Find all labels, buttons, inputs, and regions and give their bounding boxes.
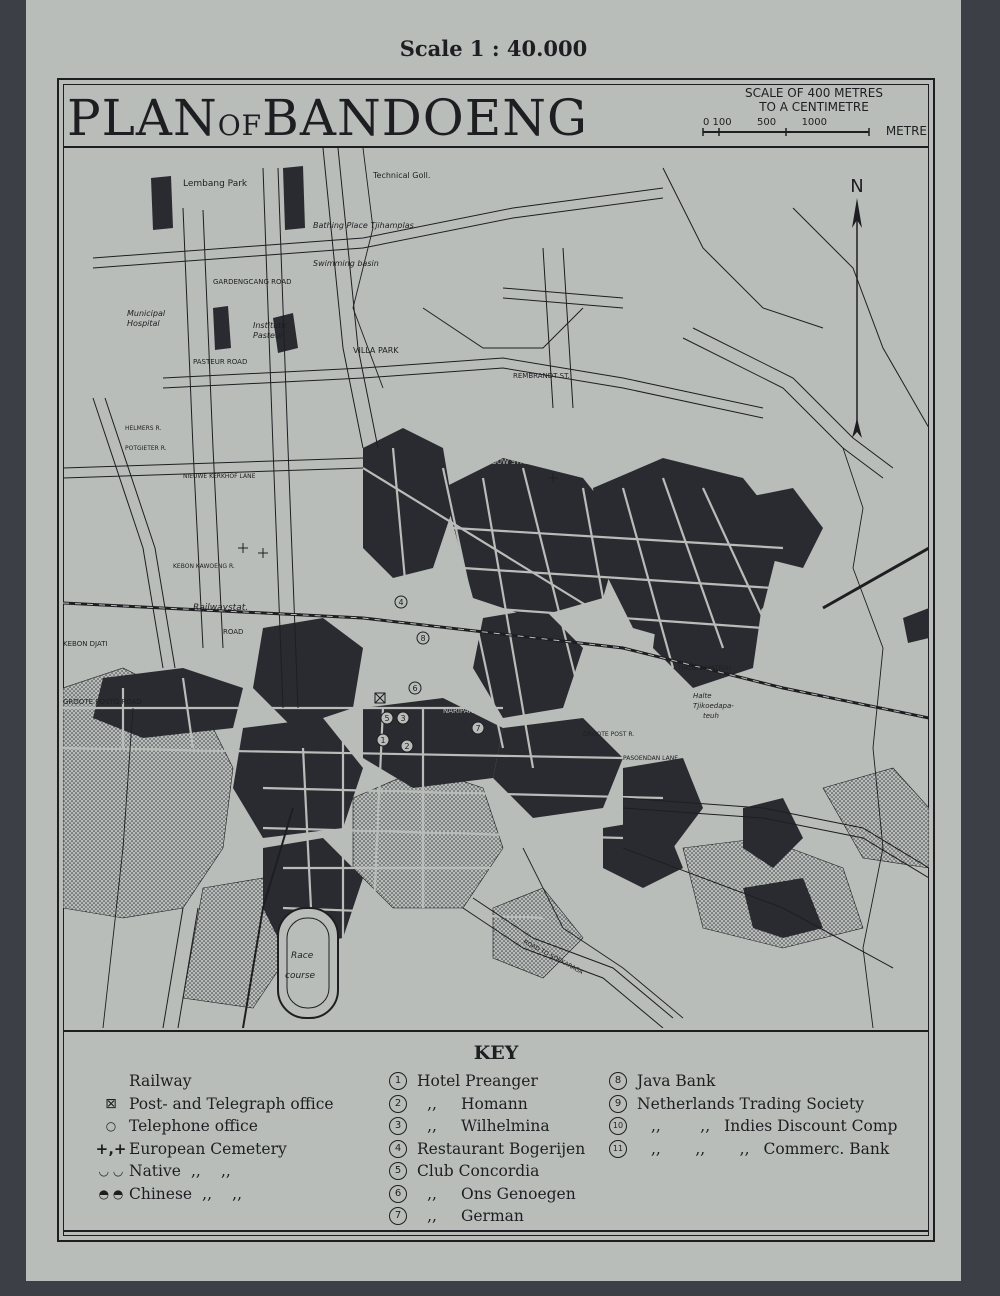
title-plan: PLAN — [67, 89, 218, 147]
marker-8 — [417, 632, 429, 644]
label-groote-post-road: GROOTE POSTO ROAD — [63, 698, 142, 706]
label-lembang-park: Lembang Park — [183, 179, 248, 189]
key-label: Railway — [129, 1072, 192, 1090]
number-circle-icon: 10 — [609, 1117, 627, 1135]
map-frame — [57, 78, 935, 1242]
key-row-railway — [99, 1070, 334, 1093]
key-label: Chinese — [129, 1184, 193, 1203]
ditto-mark: ,, ,, ,, — [651, 1139, 750, 1158]
key-label: Club Concordia — [417, 1162, 540, 1180]
number-circle-icon: 9 — [609, 1095, 627, 1113]
scale-ratio: Scale 1 : 40.000 — [399, 36, 588, 61]
label-bathing-place: Bathing Place Tjihamplas — [313, 221, 414, 230]
label-road-to-soekaraga: ROAD TO SOEKARAGA — [522, 938, 585, 977]
key-label: Native — [129, 1162, 181, 1180]
key-row-5 — [389, 1160, 585, 1183]
label-halte-3: teuh — [703, 712, 719, 720]
title-of: OF — [217, 109, 263, 142]
svg-text:5: 5 — [384, 714, 390, 723]
label-pasteur-road: PASTEUR ROAD — [193, 358, 248, 366]
label-kebon-kawoeng: KEBON KAWOENG R. — [173, 563, 235, 570]
scale-line-1: SCALE OF 400 METRES — [745, 86, 883, 100]
ditto-mark: ,, — [202, 1184, 213, 1203]
label-magazijn: N. MAGAZIJN STR. — [563, 613, 617, 620]
key-column-banks — [609, 1070, 897, 1160]
key-row-3 — [389, 1115, 585, 1138]
ditto-mark: ,, — [427, 1094, 437, 1113]
label-pasar: Pasar — [213, 671, 236, 680]
label-tjikoe-dapateuh: TJIKOE DAPATEUH — [678, 665, 732, 672]
key-title: KEY — [473, 1042, 519, 1064]
svg-text:8: 8 — [420, 634, 426, 643]
ditto-mark: ,, — [220, 1162, 231, 1180]
title-city: BANDOENG — [262, 89, 588, 147]
number-circle-icon: 8 — [609, 1072, 627, 1090]
label-villa-park: VILLA PARK — [353, 346, 399, 355]
label-potgieter: POTGIETER R. — [125, 445, 167, 452]
key-label: Homann — [461, 1094, 528, 1113]
ditto-mark: ,, — [427, 1207, 437, 1225]
label-institute-2: Pasteur — [253, 331, 284, 340]
key-label: Indies Discount Comp — [724, 1117, 898, 1135]
label-institute-1: Institute — [253, 321, 287, 330]
native-cemetery-icon: ◡ ◡ — [98, 1164, 124, 1178]
key-row-10 — [609, 1115, 897, 1138]
bottom-border — [63, 1230, 929, 1232]
key-row-11 — [609, 1138, 897, 1161]
scale-bar-graphic — [699, 116, 874, 138]
svg-text:1: 1 — [380, 736, 386, 745]
city-map — [63, 148, 929, 1028]
key-label: Post- and Telegraph office — [129, 1094, 334, 1113]
railway-symbol — [99, 1072, 123, 1090]
ditto-mark: ,, — [232, 1184, 243, 1203]
number-circle-icon: 4 — [389, 1140, 407, 1158]
chinese-cemetery-icon: ◓ ◓ — [98, 1186, 124, 1201]
marker-5 — [381, 712, 393, 724]
marker-4 — [395, 596, 407, 608]
key-label: European Cemetery — [129, 1139, 287, 1158]
key-row-4 — [389, 1138, 585, 1161]
key-row-8 — [609, 1070, 897, 1093]
label-gardengcang-road: GARDENGCANG ROAD — [213, 278, 292, 286]
label-road: ROAD — [223, 628, 244, 636]
label-railwaystat: Railwaystat. — [193, 603, 249, 613]
number-circle-icon: 3 — [389, 1117, 407, 1135]
svg-text:7: 7 — [475, 724, 481, 733]
label-tjiouw: TJIOUW STREET — [483, 458, 538, 466]
label-halte-2: Tjikoedapa- — [693, 702, 734, 710]
scale-bar — [699, 116, 929, 138]
north-label: N — [850, 176, 864, 197]
marker-3 — [397, 712, 409, 724]
key-row-6 — [389, 1183, 585, 1206]
torn-edge — [0, 1040, 26, 1281]
telephone-office-icon: ○ — [105, 1119, 117, 1133]
race-course — [278, 908, 338, 1018]
key-row-2 — [389, 1093, 585, 1116]
scale-unit: METRE — [885, 124, 927, 138]
key-label: German — [461, 1207, 524, 1225]
label-naripan: NARIPAN ROAD — [443, 707, 497, 715]
number-circle-icon: 6 — [389, 1185, 407, 1203]
number-circle-icon: 2 — [389, 1095, 407, 1113]
key-column-hotels — [389, 1070, 585, 1228]
key-label: Commerc. Bank — [763, 1139, 890, 1158]
number-circle-icon: 11 — [609, 1140, 627, 1158]
key-divider — [63, 1030, 929, 1032]
key-label: Restaurant Bogerijen — [417, 1139, 586, 1158]
marker-2 — [401, 740, 413, 752]
number-circle-icon: 5 — [389, 1162, 407, 1180]
ditto-mark: ,, ,, — [651, 1117, 711, 1135]
label-course: course — [285, 971, 316, 981]
key-label: Hotel Preanger — [417, 1072, 538, 1090]
key-label: Netherlands Trading Society — [637, 1094, 864, 1113]
ditto-mark: ,, — [427, 1117, 437, 1135]
label-helmers: HELMERS R. — [125, 425, 162, 432]
key-row-telephone — [99, 1115, 334, 1138]
marker-1 — [377, 734, 389, 746]
key-label: Ons Genoegen — [461, 1184, 576, 1203]
scale-ticks: 0 100 500 1000 — [703, 117, 828, 128]
label-java-str: JAVA STR. — [413, 597, 447, 605]
scale-line-2: TO A CENTIMETRE — [759, 100, 869, 114]
label-kebon-djati: KEBON DJATI — [63, 640, 108, 648]
key-row-post — [99, 1093, 334, 1116]
key-row-7 — [389, 1205, 585, 1228]
marker-6 — [409, 682, 421, 694]
key-row-9 — [609, 1093, 897, 1116]
label-municipal-2: Hospital — [127, 319, 160, 328]
svg-text:4: 4 — [398, 598, 404, 607]
key-row-chinese-cemetery — [99, 1183, 334, 1206]
key-row-1 — [389, 1070, 585, 1093]
key-row-european-cemetery — [95, 1138, 334, 1161]
label-groote-post-r: GROOTE POST R. — [583, 731, 635, 738]
number-circle-icon: 1 — [389, 1072, 407, 1090]
map-sheet — [26, 0, 961, 1281]
svg-text:2: 2 — [404, 742, 410, 751]
key-column-symbols — [95, 1070, 334, 1205]
label-rembrandt: REMBRANDT ST. — [513, 372, 570, 380]
marker-post — [375, 693, 385, 703]
post-office-icon: ⊠ — [105, 1095, 117, 1112]
scale-bar-box — [699, 86, 929, 146]
label-technical-coll: Technical Goll. — [373, 171, 431, 180]
key-label: Java Bank — [637, 1072, 716, 1090]
label-municipal-1: Municipal — [127, 309, 166, 318]
key-row-native-cemetery — [99, 1160, 334, 1183]
marker-7 — [472, 722, 484, 734]
label-race: Race — [291, 951, 314, 961]
ditto-mark: ,, — [190, 1162, 201, 1180]
label-halte-1: Halte — [693, 692, 712, 700]
key-label: Telephone office — [129, 1117, 258, 1135]
cross-icon: +‚+ — [95, 1139, 127, 1158]
north-arrow — [850, 176, 863, 438]
label-nieuwe-kerkhof: NIEUWE KERKHOF LANE — [183, 473, 256, 480]
label-swimming-basin: Swimming basin — [313, 259, 379, 268]
key-label: Wilhelmina — [461, 1117, 550, 1135]
svg-text:6: 6 — [412, 684, 418, 693]
svg-text:3: 3 — [400, 714, 406, 723]
label-pasoendan: PASOENDAN LANE — [623, 755, 679, 762]
number-circle-icon: 7 — [389, 1207, 407, 1225]
ditto-mark: ,, — [427, 1184, 437, 1203]
